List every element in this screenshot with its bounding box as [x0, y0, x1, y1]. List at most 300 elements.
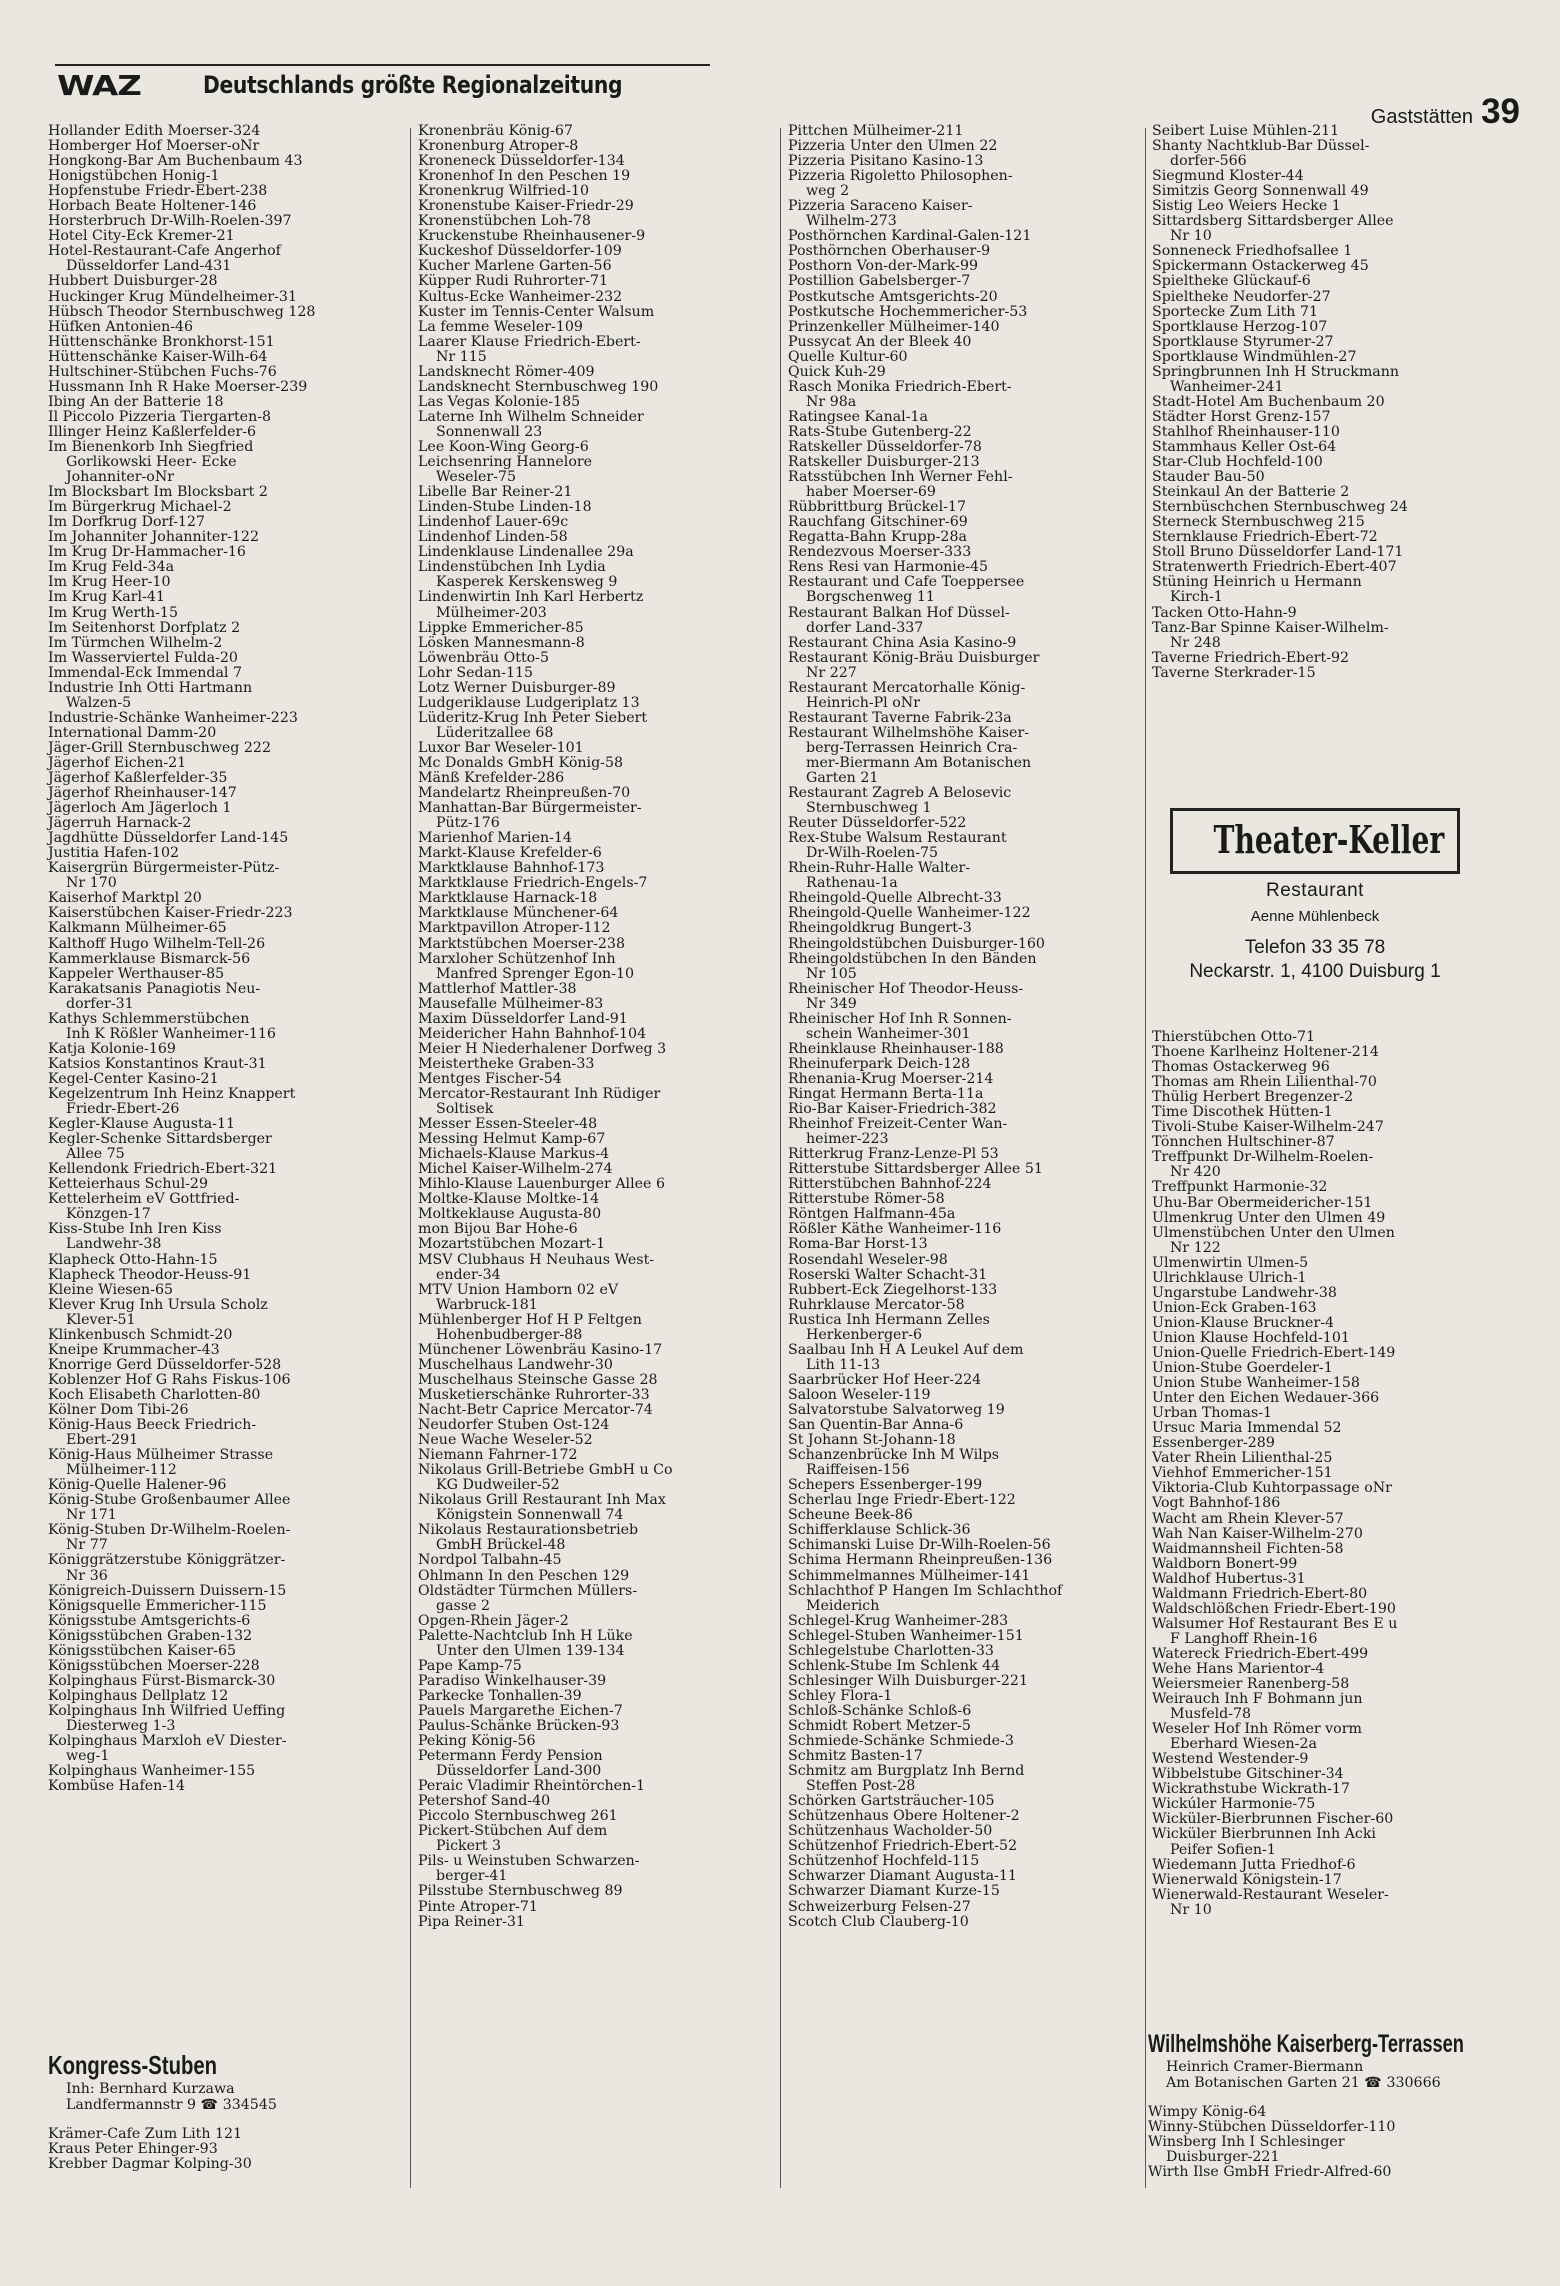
entry-name: Meidericher Hahn Bahnhof-104: [418, 1025, 647, 1042]
entry-name: Waldborn Bonert-99: [1152, 1555, 1298, 1572]
listing-entry: [418, 906, 770, 921]
listing-entry: [788, 244, 1140, 259]
listing-entry: [48, 786, 403, 801]
listing-entry: [788, 1012, 1140, 1042]
ad-line: Am Botanischen Garten 21 ☎ 330666: [1166, 2075, 1441, 2091]
entry-name: Quelle Kultur-60: [788, 348, 908, 365]
column-divider: [410, 128, 411, 2188]
entry-name: Pizzeria Rigoletto Philosophen-: [788, 168, 1013, 185]
entry-name: Postkutsche Amtsgerichts-20: [788, 288, 998, 305]
listing-entry: [418, 1162, 770, 1177]
entry-name: Spickermann Ostackerweg 45: [1152, 258, 1369, 275]
listing-entry: [788, 1900, 1140, 1915]
listing-entry: [48, 214, 403, 229]
listing-entry: [418, 786, 770, 801]
entry-name: Schepers Essenberger-199: [788, 1477, 983, 1494]
listing-entry: [48, 560, 403, 575]
listing-entry: [48, 921, 403, 936]
listing-entry: [418, 1719, 770, 1734]
entry-name: Rats-Stube Gutenberg-22: [788, 423, 972, 440]
entry-name: Restaurant Mercatorhalle König-: [788, 679, 1026, 696]
entry-name: Ungarstube Landwehr-38: [1152, 1284, 1337, 1301]
entry-name: Lindenwirtin Inh Karl Herbertz: [418, 589, 644, 606]
listing-entry: [48, 395, 403, 410]
entry-name: Rheingoldkrug Bungert-3: [788, 920, 972, 937]
listing-entry: [48, 1162, 403, 1177]
listing-entry: [48, 967, 403, 982]
listing-entry: [418, 530, 770, 545]
entry-name: Krämer-Cafe Zum Lith 121: [48, 2126, 243, 2142]
entry-continuation: Johanniter-oNr: [66, 469, 175, 486]
listing-entry: [418, 1523, 770, 1553]
listing-entry: [788, 1674, 1140, 1689]
entry-name: Kammerklause Bismarck-56: [48, 950, 251, 967]
listing-entry: [1152, 1767, 1522, 1782]
listing-entry: [418, 1253, 770, 1283]
listing-entry: [1152, 1782, 1522, 1797]
entry-name: Wickrathstube Wickrath-17: [1152, 1781, 1350, 1798]
listing-entry: [788, 1584, 1140, 1614]
entry-continuation: Nr 420: [1170, 1164, 1221, 1181]
wilhelmshoehe-ad: [1148, 2030, 1560, 2180]
entry-continuation: Nr 10: [1170, 228, 1212, 245]
listing-entry: [1152, 1557, 1522, 1572]
entry-continuation: Diesterweg 1-3: [66, 1717, 176, 1734]
entry-continuation: Walzen-5: [66, 694, 132, 711]
kongress-stuben-ad: [48, 2050, 277, 2172]
listing-entry: [48, 1689, 403, 1704]
column-divider: [780, 128, 781, 2188]
entry-name: Im Seitenhorst Dorfplatz 2: [48, 619, 241, 636]
listing-entry: [788, 1734, 1140, 1749]
entry-continuation: F Langhoff Rhein-16: [1170, 1630, 1318, 1647]
listing-entry: [418, 1809, 770, 1824]
listing-entry: [418, 771, 770, 786]
listing-entry: [48, 2157, 277, 2172]
entry-name: Marktklause Bahnhof-173: [418, 860, 605, 877]
listing-entry: [48, 1418, 403, 1448]
entry-name: MSV Clubhaus H Neuhaus West-: [418, 1251, 655, 1268]
entry-continuation: Nr 349: [806, 995, 857, 1012]
entry-name: Mandelartz Rheinpreußen-70: [418, 785, 631, 802]
entry-continuation: Düsseldorfer Land-300: [436, 1763, 602, 1780]
listing-entry: [418, 560, 770, 590]
entry-name: Spieltheke Neudorfer-27: [1152, 288, 1331, 305]
listing-column-4: [1152, 124, 1522, 681]
entry-name: Piccolo Sternbuschweg 261: [418, 1808, 618, 1825]
entry-name: Rheinischer Hof Inh R Sonnen-: [788, 1010, 1012, 1027]
entry-name: Pizzeria Saraceno Kaiser-: [788, 198, 973, 215]
listing-entry: [48, 139, 403, 154]
entry-name: Leichsenring Hannelore: [418, 454, 593, 471]
entry-name: Katsios Konstantinos Kraut-31: [48, 1055, 267, 1072]
listing-entry: [418, 1689, 770, 1704]
entry-name: Mänß Krefelder-286: [418, 770, 565, 787]
listing-entry: [48, 952, 403, 967]
listing-entry: [1152, 1436, 1522, 1451]
listing-entry: [418, 1779, 770, 1794]
listing-entry: [1152, 455, 1522, 470]
entry-name: Horbach Beate Holtener-146: [48, 198, 257, 215]
listing-entry: [788, 681, 1140, 711]
entry-name: Marktklause Friedrich-Engels-7: [418, 875, 648, 892]
listing-entry: [788, 1418, 1140, 1433]
entry-name: Nikolaus Grill Restaurant Inh Max: [418, 1492, 666, 1509]
ad-title: Wilhelmshöhe Kaiserberg-Terrassen: [1148, 2030, 1464, 2058]
listing-entry: [48, 711, 403, 726]
entry-name: Waldhof Hubertus-31: [1152, 1570, 1306, 1587]
listing-column-4-tail: [1148, 2105, 1560, 2180]
entry-name: Nikolaus Grill-Betriebe GmbH u Co: [418, 1462, 673, 1479]
entry-name: Weseler Hof Inh Römer vorm: [1152, 1721, 1362, 1738]
listing-entry: [1152, 1180, 1522, 1195]
entry-name: Schützenhaus Wacholder-50: [788, 1823, 993, 1840]
entry-continuation: Königstein Sonnenwall 74: [436, 1507, 624, 1524]
listing-entry: [48, 1584, 403, 1599]
listing-entry: [48, 1779, 403, 1794]
entry-name: Waldschlößchen Friedr-Ebert-190: [1152, 1600, 1396, 1617]
listing-entry: [1152, 169, 1522, 184]
entry-name: Star-Club Hochfeld-100: [1152, 454, 1323, 471]
entry-name: Kronenhof In den Peschen 19: [418, 168, 631, 185]
entry-name: Kegler-Klause Augusta-11: [48, 1116, 236, 1133]
entry-name: Pilsstube Sternbuschweg 89: [418, 1883, 623, 1900]
listing-entry: [788, 1192, 1140, 1207]
listing-entry: [48, 590, 403, 605]
listing-entry: [788, 410, 1140, 425]
listing-entry: [788, 500, 1140, 515]
entry-name: Lüderitz-Krug Inh Peter Siebert: [418, 709, 648, 726]
entry-name: San Quentin-Bar Anna-6: [788, 1417, 964, 1434]
listing-entry: [48, 440, 403, 485]
entry-name: Homberger Hof Moerser-oNr: [48, 138, 260, 155]
listing-entry: [1152, 1105, 1522, 1120]
entry-name: Krebber Dagmar Kolping-30: [48, 2156, 252, 2173]
listing-entry: [48, 1253, 403, 1268]
listing-entry: [48, 199, 403, 214]
entry-continuation: Rathenau-1a: [806, 875, 898, 892]
entry-name: Messer Essen-Steeler-48: [418, 1116, 598, 1133]
entry-name: Kaiserstübchen Kaiser-Friedr-223: [48, 905, 293, 922]
listing-entry: [788, 365, 1140, 380]
entry-name: Restaurant Taverne Fabrik-23a: [788, 709, 1012, 726]
listing-entry: [1152, 560, 1522, 575]
entry-continuation: Weseler-75: [436, 469, 517, 486]
entry-name: Ulmenkrug Unter den Ulmen 49: [1152, 1209, 1386, 1226]
entry-continuation: berg-Terrassen Heinrich Cra-: [806, 739, 1018, 756]
listing-entry: [418, 320, 770, 335]
entry-name: Schlegel-Krug Wanheimer-283: [788, 1612, 1009, 1629]
listing-entry: [418, 1237, 770, 1252]
ad-owner: Aenne Mühlenbeck: [1250, 908, 1380, 925]
listing-entry: [1152, 470, 1522, 485]
listing-entry: [1152, 621, 1522, 651]
newspaper-slogan: Deutschlands größte Regionalzeitung: [203, 71, 623, 99]
entry-name: Mihlo-Klause Lauenburger Allee 6: [418, 1176, 665, 1193]
entry-name: Lindenstübchen Inh Lydia: [418, 559, 606, 576]
entry-continuation: Soltisek: [436, 1101, 494, 1118]
entry-name: Ratskeller Duisburger-213: [788, 454, 980, 471]
listing-entry: [788, 1704, 1140, 1719]
entry-continuation: Pickert 3: [436, 1838, 502, 1855]
entry-name: Ibing An der Batterie 18: [48, 393, 224, 410]
listing-entry: [418, 1072, 770, 1087]
entry-name: MTV Union Hamborn 02 eV: [418, 1281, 619, 1298]
entry-continuation: Eberhard Wiesen-2a: [1170, 1736, 1317, 1753]
ad-line: Inh: Bernhard Kurzawa: [66, 2081, 235, 2097]
entry-continuation: Pütz-176: [436, 815, 500, 832]
newspaper-logo: WAZ: [57, 70, 141, 102]
listing-entry: [48, 651, 403, 666]
entry-name: Hüfken Antonien-46: [48, 318, 194, 335]
entry-name: Maxim Düsseldorfer Land-91: [418, 1010, 628, 1027]
listing-entry: [48, 1283, 403, 1298]
entry-name: Sittardsberg Sittardsberger Allee: [1152, 213, 1394, 230]
listing-entry: [788, 124, 1140, 139]
entry-name: Moltkeklause Augusta-80: [418, 1206, 602, 1223]
listing-entry: [48, 1328, 403, 1343]
listing-entry: [788, 1644, 1140, 1659]
listing-entry: [1152, 139, 1522, 169]
listing-entry: [48, 350, 403, 365]
entry-continuation: Borgschenweg 11: [806, 589, 935, 606]
listing-entry: [788, 1794, 1140, 1809]
entry-name: Rex-Stube Walsum Restaurant: [788, 830, 1007, 847]
entry-name: Rheinischer Hof Theodor-Heuss-: [788, 980, 1024, 997]
listing-entry: [1152, 1572, 1522, 1587]
listing-entry: [418, 1283, 770, 1313]
listing-entry: [418, 395, 770, 410]
listing-entry: [788, 470, 1140, 500]
entry-name: Ulrichklause Ulrich-1: [1152, 1269, 1307, 1286]
entry-name: Wah Nan Kaiser-Wilhelm-270: [1152, 1525, 1363, 1542]
entry-name: Treffpunkt Dr-Wilhelm-Roelen-: [1152, 1149, 1374, 1166]
listing-entry: [418, 1418, 770, 1433]
entry-name: Restaurant Wilhelmshöhe Kaiser-: [788, 724, 1030, 741]
entry-name: Quick Kuh-29: [788, 363, 886, 380]
listing-entry: [788, 320, 1140, 335]
listing-entry: [1152, 1316, 1522, 1331]
listing-entry: [48, 1192, 403, 1222]
listing-entry: [418, 169, 770, 184]
entry-name: Weirauch Inh F Bohmann jun: [1152, 1691, 1363, 1708]
listing-entry: [418, 666, 770, 681]
entry-name: Westend Westender-9: [1152, 1751, 1309, 1768]
ad-title: Theater-Keller: [1213, 817, 1445, 862]
ad-line: Landfermannstr 9 ☎ 334545: [66, 2097, 277, 2113]
listing-entry: [418, 1177, 770, 1192]
entry-name: Schmitz Basten-17: [788, 1748, 923, 1765]
listing-entry: [788, 154, 1140, 169]
listing-entry: [788, 1629, 1140, 1644]
entry-name: Kalkmann Mülheimer-65: [48, 920, 227, 937]
listing-column-3: [788, 124, 1140, 1930]
entry-name: Jagdhütte Düsseldorfer Land-145: [48, 830, 289, 847]
listing-entry: [1152, 1406, 1522, 1421]
listing-entry: [1152, 1827, 1522, 1857]
listing-column-1-tail: [48, 2127, 277, 2172]
entry-name: Kroneneck Düsseldorfer-134: [418, 153, 625, 170]
entry-name: Sternbüschchen Sternbuschweg 24: [1152, 499, 1408, 516]
entry-name: Huckinger Krug Mündelheimer-31: [48, 288, 297, 305]
listing-entry: [48, 1358, 403, 1373]
listing-entry: [418, 621, 770, 636]
entry-name: Marktklause Harnack-18: [418, 890, 598, 907]
listing-entry: [788, 891, 1140, 906]
entry-continuation: dorfer-566: [1170, 153, 1247, 170]
entry-name: Kronenstübchen Loh-78: [418, 213, 591, 230]
listing-entry: [48, 1072, 403, 1087]
listing-entry: [418, 861, 770, 876]
listing-entry: [788, 1057, 1140, 1072]
entry-name: Union Klause Hochfeld-101: [1152, 1329, 1350, 1346]
entry-name: Katja Kolonie-169: [48, 1040, 176, 1057]
entry-name: Kronenbräu König-67: [418, 123, 573, 139]
listing-entry: [418, 500, 770, 515]
entry-name: Kegel-Center Kasino-21: [48, 1070, 219, 1087]
entry-name: Wienerwald Königstein-17: [1152, 1871, 1342, 1888]
entry-name: Rheinhof Freizeit-Center Wan-: [788, 1116, 1008, 1133]
entry-name: Münchener Löwenbräu Kasino-17: [418, 1341, 663, 1358]
entry-name: Unter den Eichen Wedauer-366: [1152, 1390, 1380, 1407]
entry-name: Palette-Nachtclub Inh H Lüke: [418, 1627, 633, 1644]
entry-name: Kneipe Krummacher-43: [48, 1341, 220, 1358]
listing-entry: [418, 1900, 770, 1915]
entry-name: Rheinuferpark Deich-128: [788, 1055, 971, 1072]
listing-entry: [788, 560, 1140, 575]
entry-name: Posthörnchen Kardinal-Galen-121: [788, 228, 1032, 245]
entry-name: Horsterbruch Dr-Wilh-Roelen-397: [48, 213, 292, 230]
entry-name: Saalbau Inh H A Leukel Auf dem: [788, 1341, 1024, 1358]
entry-continuation: ender-34: [436, 1266, 501, 1283]
listing-entry: [418, 590, 770, 620]
listing-entry: [48, 169, 403, 184]
listing-entry: [788, 274, 1140, 289]
entry-name: Tivoli-Stube Kaiser-Wilhelm-247: [1152, 1119, 1384, 1136]
entry-continuation: Kirch-1: [1170, 589, 1223, 606]
entry-continuation: Meiderich: [806, 1597, 880, 1614]
entry-name: Spieltheke Glückauf-6: [1152, 273, 1311, 290]
entry-name: Thomas Ostackerweg 96: [1152, 1059, 1330, 1076]
listing-entry: [48, 1644, 403, 1659]
entry-name: Waldmann Friedrich-Ebert-80: [1152, 1585, 1368, 1602]
entry-name: Peraic Vladimir Rheintörchen-1: [418, 1778, 646, 1795]
entry-name: Salvatorstube Salvatorweg 19: [788, 1401, 1005, 1418]
listing-entry: [48, 290, 403, 305]
entry-name: Tönnchen Hultschiner-87: [1152, 1134, 1335, 1151]
listing-entry: [1152, 545, 1522, 560]
entry-name: Schmidt Robert Metzer-5: [788, 1717, 971, 1734]
entry-name: Luxor Bar Weseler-101: [418, 739, 584, 756]
entry-name: mon Bijou Bar Hohe-6: [418, 1221, 578, 1238]
listing-entry: [1152, 1527, 1522, 1542]
listing-entry: [418, 937, 770, 952]
listing-entry: [1152, 1858, 1522, 1873]
entry-name: Paradiso Winkelhauser-39: [418, 1672, 607, 1689]
entry-name: Rio-Bar Kaiser-Friedrich-382: [788, 1101, 997, 1118]
entry-name: Musketierschänke Ruhrorter-33: [418, 1386, 650, 1403]
entry-name: Oldstädter Türmchen Müllers-: [418, 1582, 638, 1599]
listing-entry: [418, 139, 770, 154]
listing-entry: [48, 530, 403, 545]
listing-entry: [788, 606, 1140, 636]
listing-entry: [788, 305, 1140, 320]
listing-entry: [788, 1268, 1140, 1283]
entry-name: Industrie Inh Otti Hartmann: [48, 679, 253, 696]
listing-entry: [788, 350, 1140, 365]
entry-name: Meistertheke Graben-33: [418, 1055, 595, 1072]
entry-name: Koch Elisabeth Charlotten-80: [48, 1386, 261, 1403]
listing-entry: [1152, 199, 1522, 214]
listing-entry: [1152, 1797, 1522, 1812]
entry-name: Peking König-56: [418, 1733, 536, 1750]
listing-entry: [788, 711, 1140, 726]
ad-address: Neckarstr. 1, 4100 Duisburg 1: [1189, 961, 1441, 982]
entry-name: Schörken Gartsträucher-105: [788, 1793, 995, 1810]
listing-entry: [1152, 1196, 1522, 1211]
ad-title-box: [1170, 808, 1460, 874]
listing-entry: [48, 1373, 403, 1388]
entry-continuation: Mülheimer-112: [66, 1462, 177, 1479]
entry-name: Wicküler Bierbrunnen Inh Acki: [1152, 1826, 1376, 1843]
entry-continuation: Warbruck-181: [436, 1296, 538, 1313]
listing-entry: [1152, 606, 1522, 621]
listing-entry: [1152, 1211, 1522, 1226]
entry-name: Weiersmeier Ranenberg-58: [1152, 1676, 1350, 1693]
listing-entry: [788, 1689, 1140, 1704]
listing-entry: [1152, 1662, 1522, 1677]
listing-entry: [418, 1388, 770, 1403]
entry-name: Ritterstübchen Bahnhof-224: [788, 1176, 992, 1193]
listing-entry: [48, 1087, 403, 1117]
listing-entry: [418, 290, 770, 305]
entry-name: Opgen-Rhein Jäger-2: [418, 1612, 569, 1629]
listing-entry: [1152, 1376, 1522, 1391]
listing-entry: [1152, 1481, 1522, 1496]
listing-entry: [48, 1614, 403, 1629]
entry-name: Schlesinger Wilh Duisburger-221: [788, 1672, 1028, 1689]
listing-entry: [788, 1283, 1140, 1298]
listing-entry: [48, 831, 403, 846]
masthead-rule: [55, 64, 710, 66]
entry-name: Niemann Fahrner-172: [418, 1447, 578, 1464]
entry-name: Thoene Karlheinz Holtener-214: [1152, 1044, 1379, 1061]
listing-entry: [788, 1719, 1140, 1734]
entry-name: Kolpinghaus Fürst-Bismarck-30: [48, 1672, 276, 1689]
entry-name: Jägerhof Rheinhauser-147: [48, 785, 237, 802]
listing-entry: [1152, 1286, 1522, 1301]
entry-continuation: Sonnenwall 23: [436, 423, 543, 440]
entry-name: Muschelhaus Steinsche Gasse 28: [418, 1371, 658, 1388]
listing-entry: [418, 440, 770, 455]
entry-continuation: Sternbuschweg 1: [806, 800, 932, 817]
entry-name: Kölner Dom Tibi-26: [48, 1401, 189, 1418]
entry-name: Rheinklause Rheinhauser-188: [788, 1040, 1004, 1057]
entry-name: Schlachthof P Hangen Im Schlachthof: [788, 1582, 1063, 1599]
listing-entry: [1152, 1542, 1522, 1557]
entry-name: Regatta-Bahn Krupp-28a: [788, 529, 967, 546]
entry-name: Markt-Klause Krefelder-6: [418, 845, 602, 862]
entry-name: Klapheck Theodor-Heuss-91: [48, 1266, 252, 1283]
entry-name: Hussmann Inh R Hake Moerser-239: [48, 378, 308, 395]
entry-name: Ratsstübchen Inh Werner Fehl-: [788, 469, 1013, 486]
entry-name: Schimmelmannes Mülheimer-141: [788, 1567, 1031, 1584]
entry-name: König-Haus Mülheimer Strasse: [48, 1447, 274, 1464]
entry-name: Saloon Weseler-119: [788, 1386, 931, 1403]
listing-entry: [418, 545, 770, 560]
listing-entry: [48, 906, 403, 921]
entry-continuation: Manfred Sprenger Egon-10: [436, 965, 634, 982]
